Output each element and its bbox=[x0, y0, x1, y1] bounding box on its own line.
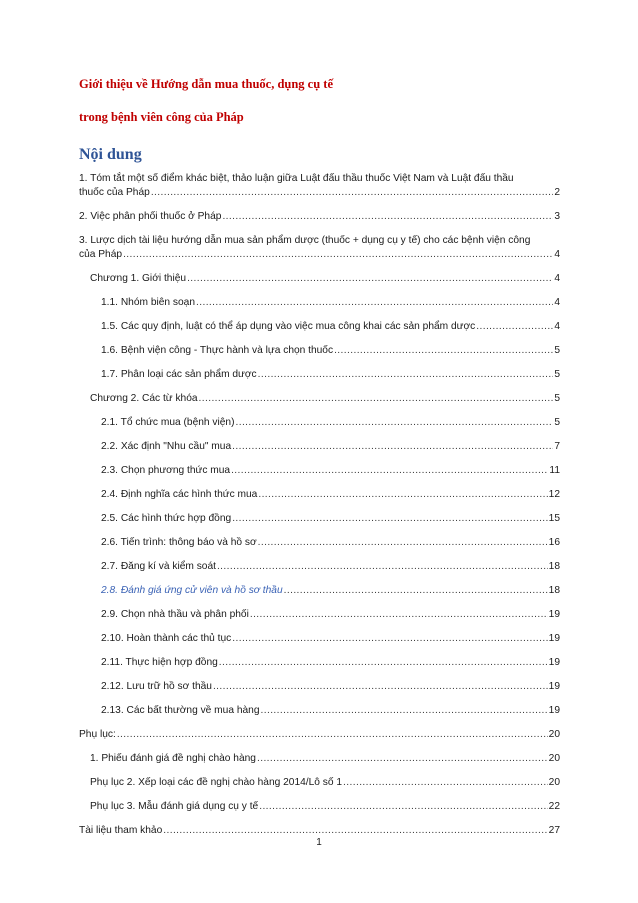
toc-entry-page-number: 5 bbox=[554, 369, 560, 380]
toc-entry-line bbox=[101, 536, 560, 550]
toc-entry-page-number: 18 bbox=[548, 585, 560, 596]
toc-entry-label: 2.9. Chọn nhà thầu và phân phối bbox=[101, 609, 249, 620]
toc-entry-line bbox=[101, 584, 560, 598]
toc-entry-line bbox=[101, 344, 560, 358]
toc-entry-page-number: 18 bbox=[548, 561, 560, 572]
toc-entry-page-number: 5 bbox=[554, 417, 560, 428]
toc-entry-label: 1.6. Bệnh viện công - Thực hành và lựa chọn thuốc bbox=[101, 345, 334, 356]
toc-dot-leader bbox=[250, 608, 548, 622]
toc-dot-leader bbox=[259, 800, 547, 814]
toc-entry-line bbox=[101, 512, 560, 526]
toc-entry-label: 1.5. Các quy định, luật có thể áp dụng vào việc mua công khai các sản phẩm dược bbox=[101, 321, 476, 332]
toc-entry-label-line-1: 1. Tóm tắt một số điểm khác biệt, thảo luận giữa Luật đấu thầu thuốc Việt Nam và Luật đấu thầu bbox=[79, 173, 514, 184]
toc-entry-line bbox=[101, 320, 560, 334]
toc-entry-label: thuốc của Pháp bbox=[79, 187, 150, 198]
toc-entry-page-number: 19 bbox=[548, 681, 560, 692]
toc-entry-page-number: 4 bbox=[554, 297, 560, 308]
toc-entry[interactable] bbox=[79, 368, 560, 382]
toc-entry[interactable] bbox=[79, 680, 560, 694]
toc-entry-label: 2.1. Tổ chức mua (bệnh viện) bbox=[101, 417, 235, 428]
toc-entry[interactable] bbox=[79, 488, 560, 502]
toc-dot-leader bbox=[232, 512, 547, 526]
toc-entry-page-number: 15 bbox=[548, 513, 560, 524]
toc-entry[interactable] bbox=[79, 776, 560, 790]
toc-dot-leader bbox=[123, 248, 553, 262]
toc-entry-line bbox=[79, 824, 560, 838]
toc-dot-leader bbox=[219, 656, 548, 670]
toc-entry[interactable] bbox=[79, 296, 560, 310]
toc-entry-page-number: 20 bbox=[548, 777, 560, 788]
toc-entry-label: 2.10. Hoàn thành các thủ tục bbox=[101, 633, 232, 644]
toc-entry-label: 1.7. Phân loại các sản phẩm dược bbox=[101, 369, 257, 380]
toc-entry-page-number: 20 bbox=[548, 753, 560, 764]
toc-entry-page-number: 22 bbox=[548, 801, 560, 812]
toc-entry-line bbox=[90, 752, 560, 766]
toc-entry-line bbox=[79, 186, 560, 200]
toc-entry-line bbox=[79, 248, 560, 262]
toc-entry-label-line-1: 3. Lược dịch tài liệu hướng dẫn mua sản phẩm dược (thuốc + dụng cụ y tế) cho các bệnh viện công bbox=[79, 235, 531, 246]
toc-entry-label: Phụ lục 3. Mẫu đánh giá dụng cụ y tế bbox=[90, 801, 259, 812]
toc-entry-page-number: 2 bbox=[554, 187, 560, 198]
toc-entry-label: 2.11. Thực hiện hợp đồng bbox=[101, 657, 218, 668]
toc-entry-page-number: 12 bbox=[548, 489, 560, 500]
toc-entry-line bbox=[90, 776, 560, 790]
toc-entry[interactable] bbox=[79, 728, 560, 742]
toc-entry[interactable] bbox=[79, 464, 560, 478]
toc-entry[interactable] bbox=[79, 584, 560, 598]
toc-entry-page-number: 5 bbox=[554, 345, 560, 356]
toc-dot-leader bbox=[232, 440, 553, 454]
toc-entry-label: của Pháp bbox=[79, 249, 123, 260]
toc-entry-line bbox=[101, 608, 560, 622]
toc-entry-label: 2.7. Đăng kí và kiểm soát bbox=[101, 561, 216, 572]
toc-entry-label: 2.5. Các hình thức hợp đồng bbox=[101, 513, 232, 524]
toc-entry[interactable] bbox=[79, 172, 560, 200]
toc-entry-label: 1. Phiếu đánh giá đề nghị chào hàng bbox=[90, 753, 256, 764]
toc-entry-line bbox=[101, 704, 560, 718]
toc-entry-label: 2.6. Tiến trình: thông báo và hồ sơ bbox=[101, 537, 257, 548]
toc-entry-page-number: 4 bbox=[554, 249, 560, 260]
toc-entry[interactable] bbox=[79, 632, 560, 646]
toc-dot-leader bbox=[199, 392, 554, 406]
toc-entry-label: Chương 1. Giới thiệu bbox=[90, 273, 187, 284]
toc-entry-page-number: 19 bbox=[548, 705, 560, 716]
toc-dot-leader bbox=[476, 320, 553, 334]
toc-dot-leader bbox=[258, 536, 548, 550]
toc-entry-label: Tài liệu tham khảo bbox=[79, 825, 163, 836]
toc-entry-label: 2. Việc phân phối thuốc ở Pháp bbox=[79, 211, 222, 222]
toc-entry[interactable] bbox=[79, 320, 560, 334]
toc-entry[interactable] bbox=[79, 210, 560, 224]
toc-dot-leader bbox=[343, 776, 548, 790]
toc-entry-line bbox=[90, 272, 560, 286]
toc-dot-leader bbox=[187, 272, 553, 286]
toc-entry[interactable] bbox=[79, 344, 560, 358]
toc-entry-label: 2.2. Xác định "Nhu cầu" mua bbox=[101, 441, 232, 452]
page-number: 1 bbox=[316, 837, 322, 848]
toc-dot-leader bbox=[222, 210, 553, 224]
toc-entry[interactable] bbox=[79, 440, 560, 454]
toc-entry-line bbox=[101, 464, 560, 478]
toc-dot-leader bbox=[258, 368, 554, 382]
toc-entry-page-number: 19 bbox=[548, 633, 560, 644]
toc-entry-label: Phụ lục: bbox=[79, 729, 116, 740]
toc-dot-leader bbox=[217, 560, 548, 574]
toc-dot-leader bbox=[261, 704, 548, 718]
toc-entry-line bbox=[79, 210, 560, 224]
toc-entry-line bbox=[101, 488, 560, 502]
toc-entry-label: Phụ lục 2. Xếp loại các đề nghị chào hàng 2014/Lô số 1 bbox=[90, 777, 343, 788]
toc-dot-leader bbox=[231, 464, 548, 478]
toc-dot-leader bbox=[235, 416, 553, 430]
toc-dot-leader bbox=[196, 296, 553, 310]
toc-entry-line bbox=[90, 392, 560, 406]
toc-entry-line bbox=[101, 560, 560, 574]
toc-dot-leader bbox=[334, 344, 553, 358]
toc-entry-line bbox=[79, 728, 560, 742]
toc-entry[interactable] bbox=[79, 656, 560, 670]
toc-dot-leader bbox=[258, 488, 547, 502]
toc-entry[interactable] bbox=[79, 752, 560, 766]
toc-entry-page-number: 4 bbox=[554, 273, 560, 284]
toc-entry-label: 2.4. Định nghĩa các hình thức mua bbox=[101, 489, 258, 500]
toc-entry-label: 2.12. Lưu trữ hồ sơ thầu bbox=[101, 681, 212, 692]
toc-entry[interactable] bbox=[79, 608, 560, 622]
toc-entry[interactable] bbox=[79, 704, 560, 718]
toc-entry[interactable] bbox=[79, 512, 560, 526]
toc-dot-leader bbox=[213, 680, 548, 694]
toc-dot-leader bbox=[151, 186, 554, 200]
toc-entry-line bbox=[101, 632, 560, 646]
toc-dot-leader bbox=[284, 584, 548, 598]
toc-entry-line bbox=[101, 440, 560, 454]
document-title-line-2: trong bệnh viên công của Pháp bbox=[79, 110, 244, 124]
toc-entry[interactable] bbox=[79, 392, 560, 406]
toc-entry[interactable] bbox=[79, 800, 560, 814]
toc-entry-label: 2.3. Chọn phương thức mua bbox=[101, 465, 231, 476]
toc-entry-label: Chương 2. Các từ khóa bbox=[90, 393, 198, 404]
toc-entry[interactable] bbox=[79, 560, 560, 574]
toc-entry-line bbox=[90, 800, 560, 814]
toc-entry[interactable] bbox=[79, 824, 560, 838]
toc-entry-label: 2.8. Đánh giá ứng cử viên và hồ sơ thầu bbox=[101, 585, 283, 596]
toc-entry-page-number: 4 bbox=[554, 321, 560, 332]
table-of-contents bbox=[79, 172, 560, 838]
toc-entry[interactable] bbox=[79, 234, 560, 262]
toc-entry-page-number: 7 bbox=[554, 441, 560, 452]
toc-dot-leader bbox=[163, 824, 547, 838]
toc-entry-page-number: 3 bbox=[554, 211, 560, 222]
toc-dot-leader bbox=[232, 632, 547, 646]
toc-heading: Nội dung bbox=[79, 146, 142, 163]
toc-entry-line bbox=[101, 656, 560, 670]
toc-entry-line bbox=[101, 416, 560, 430]
toc-entry[interactable] bbox=[79, 272, 560, 286]
toc-entry-label: 2.13. Các bất thường về mua hàng bbox=[101, 705, 260, 716]
toc-dot-leader bbox=[257, 752, 548, 766]
toc-entry-label: 1.1. Nhóm biên soạn bbox=[101, 297, 196, 308]
toc-entry-line bbox=[101, 368, 560, 382]
toc-entry-page-number: 20 bbox=[548, 729, 560, 740]
toc-entry-page-number: 19 bbox=[548, 609, 560, 620]
toc-entry-page-number: 27 bbox=[548, 825, 560, 836]
toc-entry-page-number: 5 bbox=[554, 393, 560, 404]
toc-entry-line bbox=[101, 680, 560, 694]
toc-entry-page-number: 19 bbox=[548, 657, 560, 668]
toc-entry[interactable] bbox=[79, 416, 560, 430]
toc-entry-page-number: 11 bbox=[549, 465, 560, 476]
toc-entry[interactable] bbox=[79, 536, 560, 550]
toc-entry-page-number: 16 bbox=[548, 537, 560, 548]
toc-dot-leader bbox=[117, 728, 548, 742]
toc-entry-line bbox=[101, 296, 560, 310]
document-title-line-1: Giới thiệu về Hướng dẫn mua thuốc, dụng cụ tế bbox=[79, 77, 334, 91]
